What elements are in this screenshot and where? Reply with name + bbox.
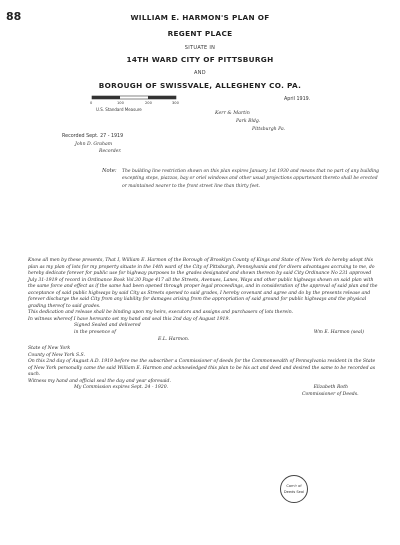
commissioner-seal (280, 475, 308, 503)
dedication-paragraph-2: This dedication and release shall be binding upon my heirs, executors and assigns and purchasers of lots therein. (28, 310, 294, 316)
dedication-paragraph-1: Know all men by these presents, That I, William E. Harmon of the Borough of Brooklyn County of Kings and State of New York do hereby adopt this plan as my plan of lots for my property situate in the 14th ward of the City of Pittsburgh, Pennsylvania and for divers advantages accruing to me, do hereby dedicate forever for public use for highway purposes to the grades designated and shown thereon by said City Ordinance No 231 approved July 31-1919 of record in Ordinance Book Vol.30 Page 417 all the Streets, Avenues, Lanes, Ways and other public highways shown on said plan with the same force and effect as if the same had been opened through proper legal proceedings, and in consideration of the approval of said plan and the acceptance of said public highways by said City as Streets opened to said grades, I hereby covenant and agree and do by the presents release and forever discharge the said City from any liability for damages arising from the appropriation of said ground for public highways and the physical grading thereof to said grades. (28, 258, 378, 309)
witness-name: E.L. Harmon. (158, 336, 190, 342)
recorded-date: Recorded Sept. 27 - 1919 (62, 134, 124, 139)
scale-bar (90, 94, 180, 104)
plan-date: April 1919. (284, 97, 311, 102)
title-line-2: REGENT PLACE (167, 29, 233, 38)
scale-caption: U.S. Standard Measure (96, 107, 142, 112)
title-line-4: 14TH WARD CITY OF PITTSBURGH (126, 55, 274, 64)
seal-mark: (seal) (351, 330, 364, 336)
title-line-6: BOROUGH OF SWISSVALE, ALLEGHENY CO. PA. (98, 81, 302, 90)
scale-tick-300: 300 (172, 101, 179, 105)
county-line: County of New York (28, 352, 75, 358)
scale-tick-100: 100 (117, 101, 124, 105)
scale-tick-0: 0 (90, 101, 93, 105)
seal-text-2: Deeds Seal (283, 490, 305, 494)
acknowledgment-text: On this 2nd day of August A.D. 1919 before me the subscriber a Commissioner of deeds for the Commonwealth of Pennsylvania resident in the State of New York personally came the said William E. Harmon and acknowledged this plan to be his act and deed and desired the same to be recorded as such. (28, 359, 376, 378)
building-line-note: The building line restriction shown on this plan expires January 1st 1930 and means that no part of any building excepting steps, piazzas, bay or oriel windows and other usual projections appurtenant thereto shall be erected or maintained nearer to the front street line than thirty feet. (122, 169, 380, 189)
sheet-number: 88 (6, 10, 22, 23)
recorder-name: John D. Graham (75, 142, 113, 147)
ss-mark: S.S. (76, 352, 85, 358)
commissioner-title: Commissioner of Deeds. (302, 391, 359, 397)
signer-name: Wm E. Harmon (313, 330, 350, 336)
surveyor-address-1: Park Bldg. (236, 119, 261, 124)
seal-text-1: Com'r of (286, 484, 302, 488)
title-line-5: AND (194, 70, 206, 76)
title-line-3: SITUATE IN (184, 45, 216, 51)
scale-tick-200: 200 (145, 101, 152, 105)
surveyor-name: Kerr & Martin (215, 111, 250, 116)
acknowledgment-witness: Witness my hand and official seal the day and year aforesaid. (28, 378, 171, 384)
commissioner-name: Elizabeth Roth (313, 385, 348, 391)
note-label: Note: (102, 168, 117, 174)
signed-sealed-line: Signed Sealed and delivered (74, 323, 141, 329)
recorder-title: Recorder. (99, 149, 122, 154)
title-line-1: WILLIAM E. HARMON'S PLAN OF (130, 13, 270, 22)
commission-expiry: My Commission expires Sept. 24 - 1920. (74, 385, 169, 391)
state-line: State of New York (28, 346, 71, 352)
witness-whereof-line: In witness whereof I have hereunto set my hand and seal this 2nd day of August 1919. (28, 316, 230, 322)
dedication-body (28, 258, 378, 398)
presence-line: in the presence of (74, 330, 116, 336)
surveyor-address-2: Pittsburgh Pa. (252, 127, 286, 132)
